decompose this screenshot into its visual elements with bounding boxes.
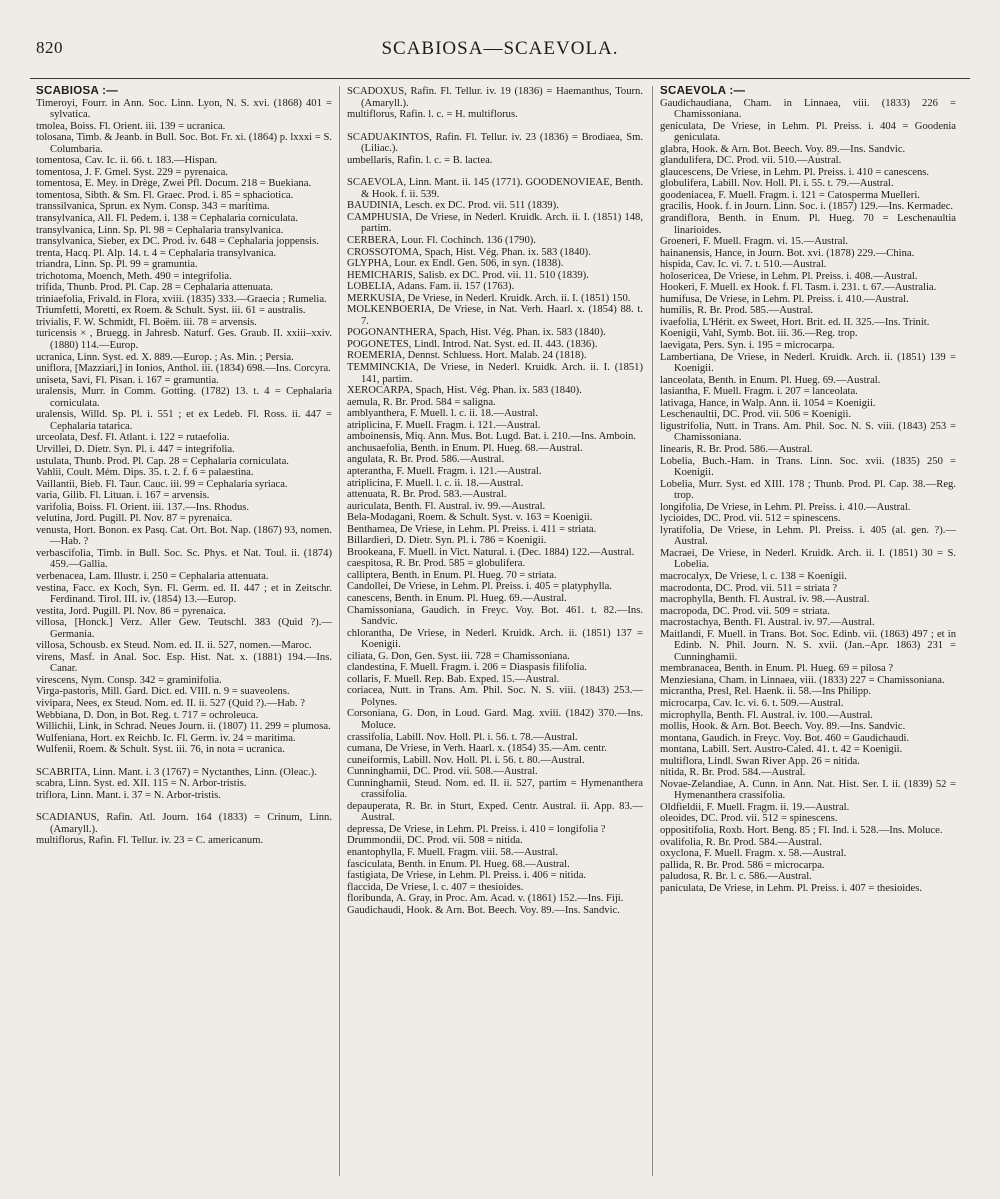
- index-entry: paniculata, De Vriese, in Lehm. Pl. Preiss. i. 407 = thesioides.: [660, 882, 922, 894]
- genus-heading: SCABIOSA :—: [36, 86, 119, 97]
- index-entry: verbascifolia, Timb. in Bull. Soc. Sc. Phys. et Nat. Toul. ii. (1874) 459.—Gallia.: [36, 547, 332, 571]
- index-entry: fasciculata, Benth. in Enum. Pl. Hueg. 68.—Austral.: [347, 858, 570, 870]
- index-entry: apterantha, F. Muell. Fragm. i. 121.—Austral.: [347, 465, 542, 477]
- header-rule: [30, 78, 970, 79]
- index-entry: trifida, Thunb. Prod. Pl. Cap. 28 = Cephalaria attenuata.: [36, 282, 274, 294]
- index-entry: triandra, Linn. Sp. Pl. 99 = gramuntia.: [36, 259, 198, 271]
- index-entry: GLYPHA, Lour. ex Endl. Gen. 506, in syn. (1838).: [347, 258, 564, 270]
- genus-heading: SCAEVOLA :—: [660, 86, 746, 97]
- index-entry: CROSSOTOMA, Spach, Hist. Vég. Phan. ix. 583 (1840).: [347, 246, 591, 258]
- index-entry: Gaudichaudi, Hook. & Arn. Bot. Beech. Voy. 89.—Ins. Sandvic.: [347, 904, 620, 916]
- index-entry: uralensis, Willd. Sp. Pl. i. 551 ; et ex Ledeb. Fl. Ross. ii. 447 = Cephalaria tatarica.: [36, 409, 332, 432]
- index-entry: canescens, Benth. in Enum. Pl. Hueg. 69.—Austral.: [347, 592, 567, 604]
- index-entry: tomentosa, J. F. Gmel. Syst. 229 = pyrenaica.: [36, 166, 228, 178]
- index-entry: oleoides, DC. Prod. vii. 512 = spinescens.: [660, 813, 838, 825]
- index-entry: Vahlii, Coult. Mém. Dips. 35. t. 2. f. 6 = palaestina.: [36, 467, 254, 479]
- index-entry: microphylla, Benth. Fl. Austral. iv. 100.—Austral.: [660, 709, 873, 721]
- index-entry: lanceolata, Benth. in Enum. Pl. Hueg. 69.—Austral.: [660, 374, 881, 386]
- index-entry: Koenigii, Vahl, Symb. Bot. iii. 36.—Reg. trop.: [660, 328, 858, 340]
- index-entry: lyratifolia, De Vriese, in Lehm. Pl. Preiss. i. 405 (al. gen. ?).—Austral.: [660, 524, 956, 548]
- index-entry: triflora, Linn. Mant. i. 37 = N. Arbor-tristis.: [36, 789, 221, 801]
- index-entry: flaccida, De Vriese, l. c. 407 = thesioides.: [347, 881, 524, 893]
- index-entry: montana, Labill. Sert. Austro-Caled. 41. t. 42 = Koenigii.: [660, 744, 903, 756]
- index-entry: atriplicina, F. Muell. l. c. ii. 18.—Austral.: [347, 477, 524, 489]
- index-entry: cuneiformis, Labill. Nov. Holl. Pl. i. 56. t. 80.—Austral.: [347, 754, 585, 766]
- index-entry: transsilvanica, Sprun. ex Nym. Consp. 343 = maritima.: [36, 201, 270, 213]
- index-entry: virens, Masf. in Anal. Soc. Esp. Hist. Nat. x. (1881) 194.—Ins. Canar.: [36, 651, 332, 675]
- index-entry: crassifolia, Labill. Nov. Holl. Pl. i. 56. t. 78.—Austral.: [347, 731, 578, 743]
- index-entry: tomentosa, Sibth. & Sm. Fl. Graec. Prod. i. 85 = sphaciotica.: [36, 189, 294, 201]
- index-entry: Wulfeniana, Hort. ex Reichb. Ic. Fl. Germ. iv. 24 = maritima.: [36, 732, 296, 744]
- index-entry: Cunninghamii, DC. Prod. vii. 508.—Austral.: [347, 766, 538, 778]
- index-entry: Cunninghamii, Steud. Nom. ed. II. ii. 527, partim = Hymenanthera crassifolia.: [347, 777, 643, 801]
- index-entry: grandiflora, Benth. in Enum. Pl. Hueg. 70 = Leschenaultia linarioides.: [660, 213, 956, 236]
- index-entry: Menziesiana, Cham. in Linnaea, viii. (1833) 227 = Chamissoniana.: [660, 674, 945, 686]
- index-entry: BAUDINIA, Lesch. ex DC. Prod. vii. 511 (1839).: [347, 200, 559, 212]
- index-entry: varia, Gilib. Fl. Lituan. i. 167 = arvensis.: [36, 490, 210, 502]
- index-entry: humifusa, De Vriese, in Lehm. Pl. Preiss. i. 410.—Austral.: [660, 293, 909, 305]
- index-entry: hainanensis, Hance, in Journ. Bot. xvi. (1878) 229.—China.: [660, 247, 915, 259]
- index-entry: Candollei, De Vriese, in Lehm. Pl. Preiss. i. 405 = platyphylla.: [347, 581, 612, 593]
- index-entry: auriculata, Benth. Fl. Austral. iv. 99.—Austral.: [347, 500, 546, 512]
- entry-gap: [347, 166, 643, 177]
- index-entry: XEROCARPA, Spach, Hist. Vég. Phan. ix. 583 (1840).: [347, 385, 582, 397]
- column-middle: [347, 86, 643, 1186]
- index-entry: vestita, Jord. Pugill. Pl. Nov. 86 = pyrenaica.: [36, 605, 226, 617]
- index-entry: glandulifera, DC. Prod. vii. 510.—Austral.: [660, 155, 842, 167]
- index-entry: Billardieri, D. Dietr. Syn. Pl. i. 786 = Koenigii.: [347, 535, 547, 547]
- index-entry: fastigiata, De Vriese, in Lehm. Pl. Preiss. i. 406 = nitida.: [347, 870, 587, 882]
- index-entry: MERKUSIA, De Vriese, in Nederl. Kruidk. Arch. ii. I. (1851) 150.: [347, 292, 631, 304]
- index-entry: Virga-pastoris, Mill. Gard. Dict. ed. VIII. n. 9 = suaveolens.: [36, 686, 290, 698]
- index-entry: Hookeri, F. Muell. ex Hook. f. Fl. Tasm. i. 231. t. 67.—Australia.: [660, 282, 937, 294]
- index-entry: Oldfieldii, F. Muell. Fragm. ii. 19.—Austral.: [660, 801, 850, 813]
- index-entry: anchusaefolia, Benth. in Enum. Pl. Hueg. 68.—Austral.: [347, 442, 583, 454]
- index-entry: goodeniacea, F. Muell. Fragm. i. 121 = Catosperma Muelleri.: [660, 189, 920, 201]
- index-entry: vestina, Facc. ex Koch, Syn. Fl. Germ. ed. II. 447 ; et in Zeitschr. Ferdinand. Tirol. III. iv. (1854) 13.—Europ.: [36, 582, 332, 606]
- index-entry: Groeneri, F. Muell. Fragm. vi. 15.—Austral.: [660, 236, 849, 248]
- index-entry: Wulfenii, Roem. & Schult. Syst. iii. 76, in nota = ucranica.: [36, 744, 285, 756]
- index-entry: macropoda, DC. Prod. vii. 509 = striata.: [660, 605, 830, 617]
- index-entry: Maitlandi, F. Muell. in Trans. Bot. Soc. Edinb. vii. (1863) 497 ; et in Edinb. N. Phil. Journ. N. S. xvii. (Jan.–Apr. 1863) 231 = Cunninghamii.: [660, 628, 956, 663]
- index-entry: collaris, F. Muell. Rep. Bab. Exped. 15.—Austral.: [347, 673, 560, 685]
- index-entry: uniseta, Savi, Fl. Pisan. i. 167 = gramuntia.: [36, 374, 219, 386]
- index-entry: Webbiana, D. Don, in Bot. Reg. t. 717 = ochroleuca.: [36, 709, 259, 721]
- index-entry: ucranica, Linn. Syst. ed. X. 889.—Europ. ; As. Min. ; Persia.: [36, 351, 294, 363]
- index-entry: humilis, R. Br. Prod. 585.—Austral.: [660, 305, 814, 317]
- index-entry: laevigata, Pers. Syn. i. 195 = microcarpa.: [660, 340, 835, 352]
- index-entry: HEMICHARIS, Salisb. ex DC. Prod. vii. 11. 510 (1839).: [347, 269, 589, 281]
- entry-gap: [36, 756, 332, 767]
- index-entry: Drummondii, DC. Prod. vii. 508 = nitida.: [347, 835, 523, 847]
- index-entry: Leschenaultii, DC. Prod. vii. 506 = Koenigii.: [660, 409, 852, 421]
- index-entry: CAMPHUSIA, De Vriese, in Nederl. Kruidk. Arch. ii. I. (1851) 148, partim.: [347, 211, 643, 235]
- index-entry: varifolia, Boiss. Fl. Orient. iii. 137.—Ins. Rhodus.: [36, 501, 250, 513]
- index-entry: glaucescens, De Vriese, in Lehm. Pl. Preiss. i. 410 = canescens.: [660, 166, 930, 178]
- index-entry: depressa, De Vriese, in Lehm. Pl. Preiss. i. 410 = longifolia ?: [347, 823, 606, 835]
- index-entry: LOBELIA, Adans. Fam. ii. 157 (1763).: [347, 281, 515, 293]
- index-entry: ustulata, Thunb. Prod. Pl. Cap. 28 = Cephalaria corniculata.: [36, 455, 289, 467]
- index-entry: SCAEVOLA, Linn. Mant. ii. 145 (1771). GOODENOVIEAE, Benth. & Hook. f. ii. 539.: [347, 177, 643, 200]
- index-entry: enantophylla, F. Muell. Fragm. viii. 58.—Austral.: [347, 847, 559, 858]
- index-entry: uniflora, [Mazziari,] in Ionios, Anthol. iii. (1834) 698.—Ins. Corcyra.: [36, 363, 331, 375]
- index-entry: uralensis, Murr. in Comm. Gotting. (1782) 13. t. 4 = Cephalaria corniculata.: [36, 386, 332, 409]
- index-entry: longifolia, De Vriese, in Lehm. Pl. Preiss. i. 410.—Austral.: [660, 501, 911, 513]
- index-entry: geniculata, De Vriese, in Lehm. Pl. Preiss. i. 404 = Goodenia geniculata.: [660, 120, 956, 144]
- index-entry: tomentosa, E. Mey. in Drège, Zwei Pfl. Docum. 218 = Buekiana.: [36, 178, 312, 190]
- index-entry: ciliata, G. Don, Gen. Syst. iii. 728 = Chamissoniana.: [347, 650, 570, 662]
- page-header: [30, 34, 970, 74]
- index-entry: SCADIANUS, Rafin. Atl. Journ. 164 (1833) = Crinum, Linn. (Amaryll.).: [36, 812, 332, 835]
- index-entry: CERBERA, Lour. Fl. Cochinch. 136 (1790).: [347, 235, 536, 247]
- index-entry: Lobelia, Murr. Syst. ed XIII. 178 ; Thunb. Prod. Pl. Cap. 38.—Reg. trop.: [660, 478, 956, 502]
- entry-gap: [347, 121, 643, 132]
- index-entry: ivaefolia, L'Hérit. ex Sweet, Hort. Brit. ed. II. 325.—Ins. Trinit.: [660, 316, 930, 328]
- column-left: [36, 86, 332, 1186]
- index-entry: lycioides, DC. Prod. vii. 512 = spinescens.: [660, 513, 841, 525]
- index-entry: Novae-Zelandiae, A. Cunn. in Ann. Nat. Hist. Ser. I. ii. (1839) 52 = Hymenanthera crassifolia.: [660, 778, 956, 802]
- index-entry: caespitosa, R. Br. Prod. 585 = globulifera.: [347, 558, 526, 570]
- index-entry: Triumfetti, Moretti, ex Roem. & Schult. Syst. iii. 61 = australis.: [36, 305, 306, 317]
- index-entry: virescens, Nym. Consp. 342 = graminifolia.: [36, 674, 222, 686]
- page-number: 820: [36, 38, 63, 57]
- index-entry: floribunda, A. Gray, in Proc. Am. Acad. v. (1861) 152.—Ins. Fiji.: [347, 893, 624, 905]
- index-entry: venusta, Hort. Bonon. ex Pasq. Cat. Ort. Bot. Nap. (1867) 93, nomen.—Hab. ?: [36, 524, 332, 548]
- index-entry: attenuata, R. Br. Prod. 583.—Austral.: [347, 489, 507, 501]
- index-entry: cumana, De Vriese, in Verh. Haarl. x. (1854) 35.—Am. centr.: [347, 743, 607, 755]
- index-entry: globulifera, Labill. Nov. Holl. Pl. i. 55. t. 79.—Austral.: [660, 178, 894, 190]
- index-entry: microcarpa, Cav. Ic. vi. 6. t. 509.—Austral.: [660, 697, 844, 709]
- entry-gap: [36, 801, 332, 812]
- index-entry: Timeroyi, Fourr. in Ann. Soc. Linn. Lyon, N. S. xvi. (1868) 401 = sylvatica.: [36, 97, 332, 121]
- index-entry: paludosa, R. Br. l. c. 586.—Austral.: [660, 871, 812, 883]
- index-entry: angulata, R. Br. Prod. 586.—Austral.: [347, 454, 505, 466]
- index-entry: lasiantha, F. Muell. Fragm. i. 207 = lanceolata.: [660, 386, 858, 398]
- index-entry: Brookeana, F. Muell. in Vict. Natural. i. (Dec. 1884) 122.—Austral.: [347, 546, 635, 558]
- index-entry: gracilis, Hook. f. in Journ. Linn. Soc. i. (1857) 129.—Ins. Kermadec.: [660, 201, 954, 213]
- index-entry: ovalifolia, R. Br. Prod. 584.—Austral.: [660, 836, 822, 848]
- index-entry: trichotoma, Moench, Meth. 490 = integrifolia.: [36, 270, 232, 282]
- column-right: [660, 86, 956, 1186]
- index-entry: multiflora, Lindl. Swan River App. 26 = nitida.: [660, 755, 860, 767]
- index-entry: micrantha, Presl, Rel. Haenk. ii. 58.—Ins Philipp.: [660, 686, 871, 698]
- index-entry: membranacea, Benth. in Enum. Pl. Hueg. 69 = pilosa ?: [660, 663, 894, 675]
- index-entry: coriacea, Nutt. in Trans. Am. Phil. Soc. N. S. viii. (1843) 253.—Polynes.: [347, 685, 643, 708]
- index-entry: tolosana, Timb. & Jeanb. in Bull. Soc. Bot. Fr. xi. (1864) p. lxxxi = S. Columbaria.: [36, 132, 332, 155]
- index-entry: montana, Gaudich. in Freyc. Voy. Bot. 460 = Gaudichaudi.: [660, 732, 910, 744]
- index-entry: Willichii, Link, in Schrad. Neues Journ. ii. (1807) 11. 299 = plumosa.: [36, 721, 331, 733]
- index-entry: Bela-Modagani, Roem. & Schult. Syst. v. 163 = Koenigii.: [347, 512, 593, 524]
- index-entry: clandestina, F. Muell. Fragm. i. 206 = Diaspasis filifolia.: [347, 662, 587, 674]
- index-entry: TEMMINCKIA, De Vriese, in Nederl. Kruidk. Arch. ii. I. (1851) 141, partim.: [347, 362, 643, 385]
- index-entry: macrodonta, DC. Prod. vii. 511 = striata ?: [660, 582, 838, 594]
- index-entry: transylvanica, Linn. Sp. Pl. 98 = Cephalaria transylvanica.: [36, 224, 284, 236]
- index-entry: velutina, Jord. Pugill. Pl. Nov. 87 = pyrenaica.: [36, 513, 233, 525]
- index-entry: macrocalyx, De Vriese, l. c. 138 = Koenigii.: [660, 570, 847, 582]
- index-entry: calliptera, Benth. in Enum. Pl. Hueg. 70 = striata.: [347, 569, 557, 581]
- index-entry: hispida, Cav. Ic. vi. 7. t. 510.—Austral.: [660, 259, 827, 271]
- index-entry: depauperata, R. Br. in Sturt, Exped. Centr. Austral. ii. App. 83.—Austral.: [347, 800, 643, 824]
- index-entry: oxyclona, F. Muell. Fragm. x. 58.—Austral.: [660, 848, 847, 860]
- index-entry: multiflorus, Rafin. Fl. Tellur. iv. 23 = C. americanum.: [36, 835, 264, 847]
- index-entry: transylvanica, All. Fl. Pedem. i. 138 = Cephalaria corniculata.: [36, 213, 298, 225]
- index-entry: amboinensis, Miq. Ann. Mus. Bot. Lugd. Bat. i. 210.—Ins. Amboin.: [347, 431, 636, 443]
- index-entry: Chamissoniana, Gaudich. in Freyc. Voy. Bot. 461. t. 82.—Ins. Sandvic.: [347, 604, 643, 628]
- index-entry: macrostachya, Benth. Fl. Austral. iv. 97.—Austral.: [660, 617, 875, 629]
- index-entry: Vaillantii, Bieb. Fl. Taur. Cauc. iii. 99 = Cephalaria syriaca.: [36, 478, 288, 490]
- index-entry: scabra, Linn. Syst. ed. XII. 115 = N. Arbor-tristis.: [36, 778, 247, 790]
- index-entry: urceolata, Desf. Fl. Atlant. i. 122 = rutaefolia.: [36, 432, 230, 444]
- index-entry: triniaefolia, Frivald. in Flora, xviii. (1835) 333.—Graecia ; Rumelia.: [36, 293, 327, 305]
- index-entry: tmolea, Boiss. Fl. Orient. iii. 139 = ucranica.: [36, 120, 226, 132]
- running-head: SCABIOSA—SCAEVOLA.: [381, 38, 619, 59]
- index-entry: ligustrifolia, Nutt. in Trans. Am. Phil. Soc. N. S. viii. (1843) 253 = Chamissoniana.: [660, 420, 956, 444]
- index-entry: lativaga, Hance, in Walp. Ann. ii. 1054 = Koenigii.: [660, 397, 876, 409]
- index-entry: Lambertiana, De Vriese, in Nederl. Kruidk. Arch. ii. (1851) 139 = Koenigii.: [660, 351, 956, 375]
- index-entry: vivipara, Nees, ex Steud. Nom. ed. II. ii. 527 (Quid ?).—Hab. ?: [36, 697, 305, 709]
- index-entry: turicensis × , Bruegg. in Jahresb. Naturf. Ges. Graub. II. xxiii–xxiv. (1880) 114.—Europ.: [36, 328, 332, 352]
- index-entry: trenta, Hacq. Pl. Alp. 14. t. 4 = Cephalaria transylvanica.: [36, 247, 277, 259]
- index-entry: macrophylla, Benth. Fl. Austral. iv. 98.—Austral.: [660, 594, 870, 606]
- index-entry: multiflorus, Rafin. l. c. = H. multiflorus.: [347, 109, 518, 121]
- index-entry: holosericea, De Vriese, in Lehm. Pl. Preiss. i. 408.—Austral.: [660, 270, 918, 282]
- index-entry: Gaudichaudiana, Cham. in Linnaea, viii. (1833) 226 = Chamissoniana.: [660, 97, 956, 121]
- index-entry: MOLKENBOERIA, De Vriese, in Nat. Verh. Haarl. x. (1854) 88. t. 7.: [347, 304, 643, 327]
- index-entry: Corsoniana, G. Don, in Loud. Gard. Mag. xviii. (1842) 370.—Ins. Moluce.: [347, 708, 643, 731]
- column-divider: [339, 86, 340, 1176]
- index-entry: SCABRITA, Linn. Mant. i. 3 (1767) = Nyctanthes, Linn. (Oleac.).: [36, 766, 317, 778]
- index-entry: villosa, [Honck.] Verz. Aller Gew. Teutschl. 383 (Quid ?).—Germania.: [36, 617, 332, 640]
- index-entry: transylvanica, Sieber, ex DC. Prod. iv. 648 = Cephalaria joppensis.: [36, 236, 319, 248]
- index-entry: glabra, Hook. & Arn. Bot. Beech. Voy. 89.—Ins. Sandvic.: [660, 143, 906, 155]
- index-entry: atriplicina, F. Muell. Fragm. i. 121.—Austral.: [347, 419, 541, 431]
- index-entry: ROEMERIA, Dennst. Schluess. Hort. Malab. 24 (1818).: [347, 350, 587, 362]
- index-entry: POGONANTHERA, Spach, Hist. Vég. Phan. ix. 583 (1840).: [347, 327, 606, 339]
- index-entry: trivialis, F. W. Schmidt, Fl. Boëm. iii. 78 = arvensis.: [36, 316, 257, 328]
- index-entry: Urvillei, D. Dietr. Syn. Pl. i. 447 = integrifolia.: [36, 443, 235, 455]
- index-entry: SCADOXUS, Rafin. Fl. Tellur. iv. 19 (1836) = Haemanthus, Tourn. (Amaryll.).: [347, 86, 643, 109]
- index-entry: umbellaris, Rafin. l. c. = B. lactea.: [347, 154, 493, 166]
- index-entry: Benthamea, De Vriese, in Lehm. Pl. Preiss. i. 411 = striata.: [347, 523, 597, 535]
- index-entry: chlorantha, De Vriese, in Nederl. Kruidk. Arch. ii. (1851) 137 = Koenigii.: [347, 627, 643, 651]
- column-divider: [652, 86, 653, 1176]
- index-entry: POGONETES, Lindl. Introd. Nat. Syst. ed. II. 443. (1836).: [347, 338, 598, 350]
- index-entry: tomentosa, Cav. Ic. ii. 66. t. 183.—Hispan.: [36, 155, 218, 167]
- index-entry: SCADUAKINTOS, Rafin. Fl. Tellur. iv. 23 (1836) = Brodiaea, Sm. (Liliac.).: [347, 131, 643, 155]
- index-entry: verbenacea, Lam. Illustr. i. 250 = Cephalaria attenuata.: [36, 570, 269, 582]
- index-entry: linearis, R. Br. Prod. 586.—Austral.: [660, 443, 813, 455]
- index-entry: aemula, R. Br. Prod. 584 = saligna.: [347, 396, 496, 408]
- index-entry: mollis, Hook. & Arn. Bot. Beech. Voy. 89.—Ins. Sandvic.: [660, 721, 906, 733]
- index-entry: pallida, R. Br. Prod. 586 = microcarpa.: [660, 859, 825, 871]
- index-entry: Macraei, De Vriese, in Nederl. Kruidk. Arch. ii. I. (1851) 30 = S. Lobelia.: [660, 547, 956, 571]
- index-entry: villosa, Schousb. ex Steud. Nom. ed. II. ii. 527, nomen.—Maroc.: [36, 640, 312, 652]
- index-entry: Lobelia, Buch.-Ham. in Trans. Linn. Soc. xvii. (1835) 250 = Koenigii.: [660, 455, 956, 479]
- index-entry: amblyanthera, F. Muell. l. c. ii. 18.—Austral.: [347, 408, 538, 420]
- index-entry: oppositifolia, Roxb. Hort. Beng. 85 ; Fl. Ind. i. 528.—Ins. Moluce.: [660, 825, 943, 836]
- index-entry: nitida, R. Br. Prod. 584.—Austral.: [660, 767, 806, 779]
